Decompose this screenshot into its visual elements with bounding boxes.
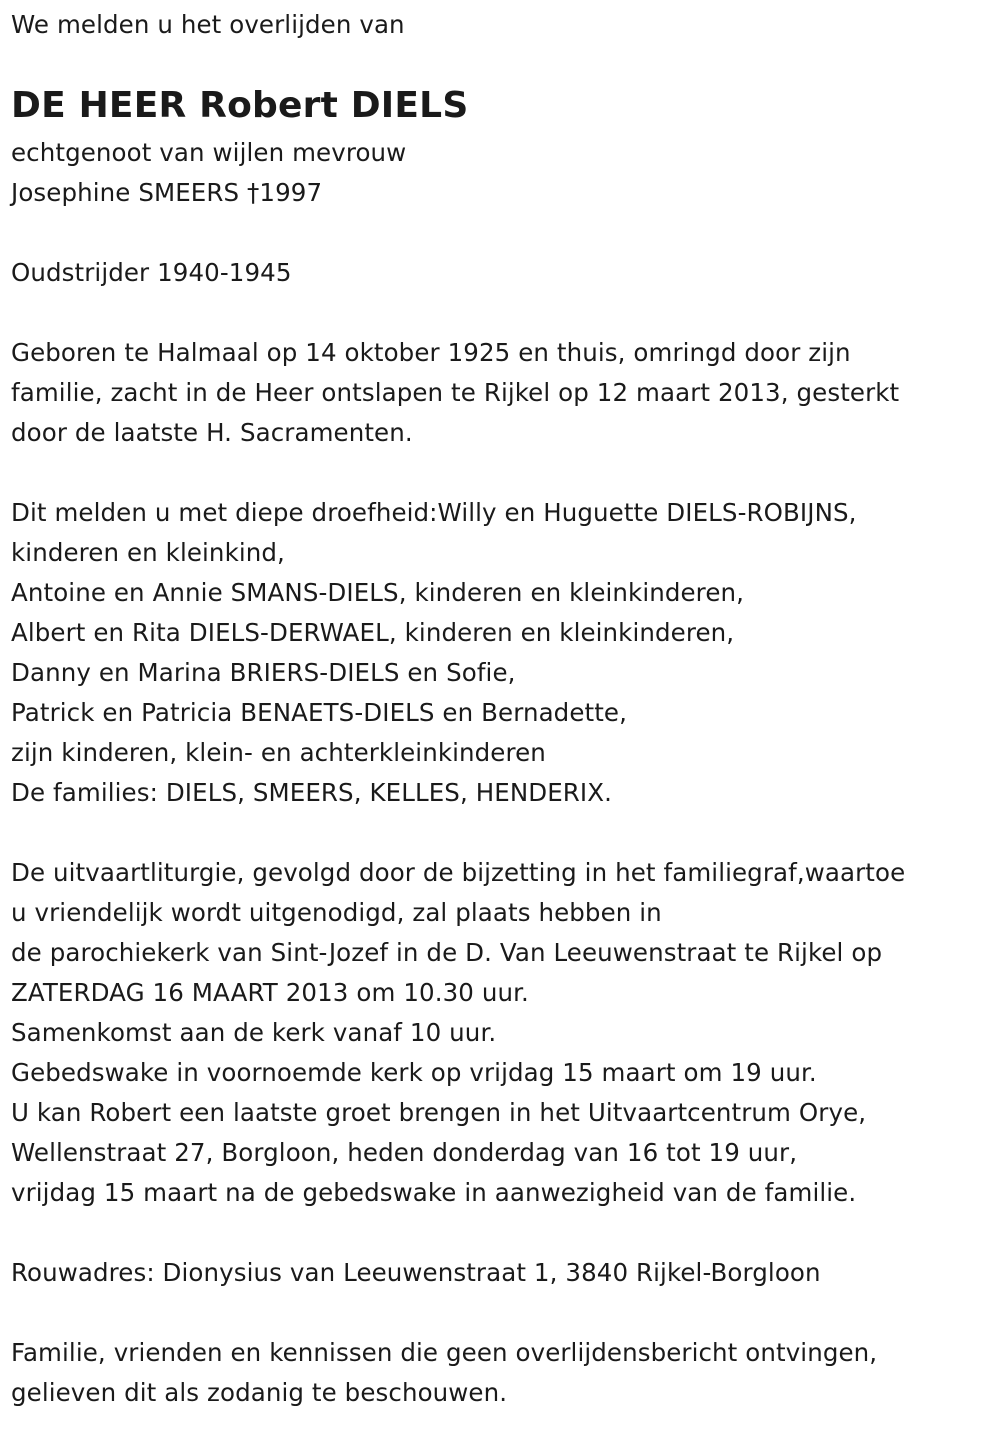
intro-text: We melden u het overlijden van <box>11 10 405 39</box>
mourner-line: Antoine en Annie SMANS-DIELS, kinderen en kleinkinderen, <box>11 578 745 607</box>
mourner-line: kinderen en kleinkind, <box>11 538 285 567</box>
mourner-line: Patrick en Patricia BENAETS-DIELS en Bernadette, <box>11 698 627 727</box>
deceased-name: DE HEER Robert DIELS <box>11 85 469 126</box>
spouse-block <box>11 133 406 213</box>
spouse-line: echtgenoot van wijlen mevrouw <box>11 138 407 167</box>
funeral-line: U kan Robert een laatste groet brengen in het Uitvaartcentrum Orye, <box>11 1098 867 1127</box>
mourner-line: Albert en Rita DIELS-DERWAEL, kinderen en kleinkinderen, <box>11 618 735 647</box>
mourners-paragraph <box>11 493 857 813</box>
funeral-line: De uitvaartliturgie, gevolgd door de bijzetting in het familiegraf,waartoe <box>11 858 906 887</box>
mourner-line: Danny en Marina BRIERS-DIELS en Sofie, <box>11 658 516 687</box>
birth-death-paragraph <box>11 333 899 453</box>
funeral-line: Wellenstraat 27, Borgloon, heden donderdag van 16 tot 19 uur, <box>11 1138 798 1167</box>
paragraph-line: door de laatste H. Sacramenten. <box>11 418 413 447</box>
funeral-line: Gebedswake in voornoemde kerk op vrijdag 15 maart om 19 uur. <box>11 1058 817 1087</box>
veteran-block <box>11 253 292 293</box>
mourner-line: Dit melden u met diepe droefheid:Willy en Huguette DIELS-ROBIJNS, <box>11 498 857 527</box>
veteran-line: Oudstrijder 1940-1945 <box>11 258 292 287</box>
paragraph-line: familie, zacht in de Heer ontslapen te Rijkel op 12 maart 2013, gesterkt <box>11 378 900 407</box>
funeral-line: u vriendelijk wordt uitgenodigd, zal plaats hebben in <box>11 898 662 927</box>
funeral-line: vrijdag 15 maart na de gebedswake in aanwezigheid van de familie. <box>11 1178 857 1207</box>
closing-paragraph <box>11 1333 877 1413</box>
spouse-line: Josephine SMEERS †1997 <box>11 178 323 207</box>
address-line: Rouwadres: Dionysius van Leeuwenstraat 1, 3840 Rijkel-Borgloon <box>11 1258 821 1287</box>
funeral-line: ZATERDAG 16 MAART 2013 om 10.30 uur. <box>11 978 529 1007</box>
funeral-line: Samenkomst aan de kerk vanaf 10 uur. <box>11 1018 497 1047</box>
mourning-address <box>11 1253 821 1293</box>
closing-line: Familie, vrienden en kennissen die geen overlijdensbericht ontvingen, <box>11 1338 878 1367</box>
funeral-paragraph <box>11 853 905 1213</box>
funeral-line: de parochiekerk van Sint-Jozef in de D. Van Leeuwenstraat te Rijkel op <box>11 938 883 967</box>
closing-line: gelieven dit als zodanig te beschouwen. <box>11 1378 508 1407</box>
mourner-line: De families: DIELS, SMEERS, KELLES, HENDERIX. <box>11 778 613 807</box>
paragraph-line: Geboren te Halmaal op 14 oktober 1925 en thuis, omringd door zijn <box>11 338 851 367</box>
mourner-line: zijn kinderen, klein- en achterkleinkinderen <box>11 738 546 767</box>
